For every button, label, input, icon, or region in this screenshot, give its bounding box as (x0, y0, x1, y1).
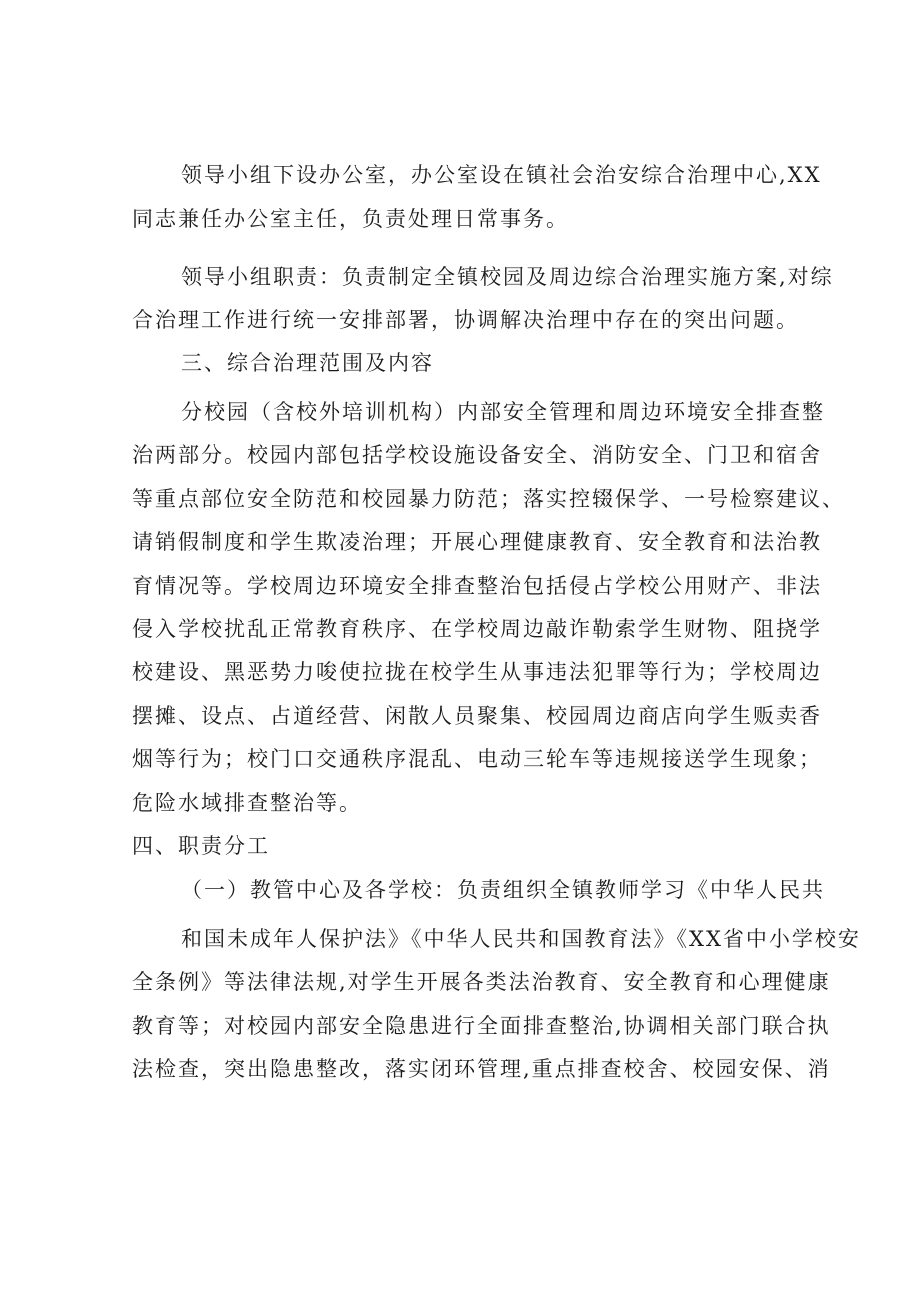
paragraph-line: 请销假制度和学生欺凌治理；开展心理健康教育、安全教育和法治教 (132, 530, 822, 554)
paragraph-line: 育情况等。学校周边环境安全排查整治包括侵占学校公用财产、非法 (132, 574, 822, 598)
paragraph-line: 法检查，突出隐患整改，落实闭环管理,重点排查校舍、校园安保、消 (132, 1057, 831, 1081)
paragraph-line: （一）教管中心及各学校：负责组织全镇教师学习《中华人民共 (181, 878, 825, 902)
paragraph-line: 全条例》等法律法规,对学生开展各类法治教育、安全教育和心理健康 (132, 970, 831, 994)
paragraph-line: 领导小组职责：负责制定全镇校园及周边综合治理实施方案,对综 (181, 265, 834, 289)
paragraph-line: 摆摊、设点、占道经营、闲散人员聚集、校园周边商店向学生贩卖香 (132, 704, 822, 728)
paragraph-line: 烟等行为；校门口交通秩序混乱、电动三轮车等违规接送学生现象； (132, 747, 822, 771)
paragraph-line: 分校园（含校外培训机构）内部安全管理和周边环境安全排查整 (181, 400, 825, 424)
paragraph-line: 合治理工作进行统一安排部署，协调解决治理中存在的突出问题。 (132, 308, 799, 332)
paragraph-line: 侵入学校扰乱正常教育秩序、在学校周边敲诈勒索学生财物、阻挠学 (132, 617, 822, 641)
paragraph-line: 等重点部位安全防范和校园暴力防范；落实控辍保学、一号检察建议、 (132, 487, 845, 511)
paragraph-line: 教育等；对校园内部安全隐患进行全面排查整治,协调相关部门联合执 (132, 1014, 831, 1038)
paragraph-line: 和国未成年人保护法》《中华人民共和国教育法》《XX省中小学校安 (181, 927, 861, 951)
section-heading: 三、综合治理范围及内容 (181, 351, 434, 375)
paragraph-line: 领导小组下设办公室，办公室设在镇社会治安综合治理中心,XX (181, 163, 822, 187)
section-heading: 四、职责分工 (132, 834, 270, 858)
paragraph-line: 校建设、黑恶势力唆使拉拢在校学生从事违法犯罪等行为；学校周边 (132, 660, 822, 684)
paragraph-line: 同志兼任办公室主任，负责处理日常事务。 (132, 207, 569, 231)
paragraph-line: 危险水域排查整治等。 (132, 791, 362, 815)
paragraph-line: 治两部分。校园内部包括学校设施设备安全、消防安全、门卫和宿舍 (132, 443, 822, 467)
